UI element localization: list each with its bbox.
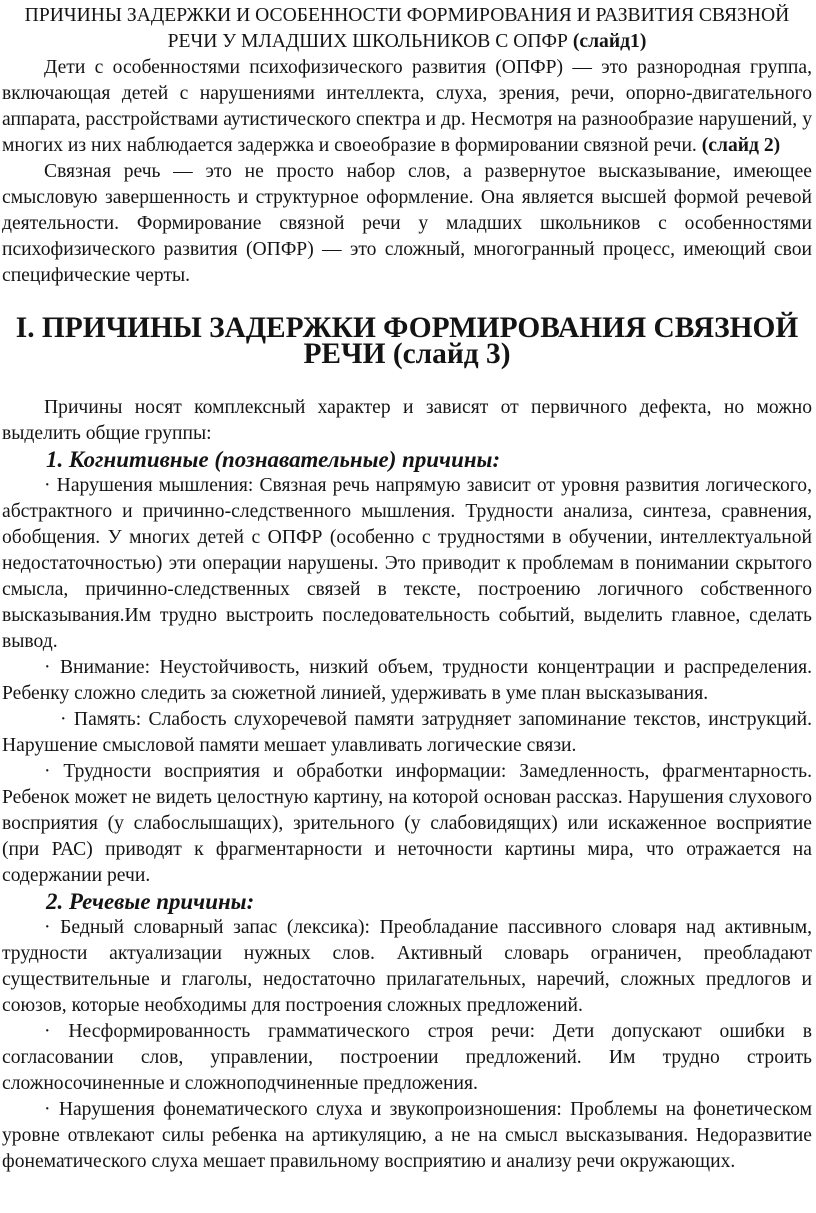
cognitive-item-perception: · Трудности восприятия и обработки информации: Замедленность, фрагментарность. Ребенок может не видеть целостную картину, на которой основан рассказ. Нарушения слухового восприятия (у слабослышащих), зрительного (у слабовидящих) или искаженное восприятие (при РАС) приводят к фрагментарности и неточности картины мира, что отражается на содержании речи. xyxy=(2,761,812,886)
section-intro-paragraph: Причины носят комплексный характер и зависят от первичного дефекта, но можно выделить общие группы: xyxy=(2,397,812,444)
section-slide-ref: (слайд 3) xyxy=(392,338,511,370)
intro-paragraph-1 xyxy=(2,55,812,159)
speech-item-phonemic: · Нарушения фонематического слуха и звукопроизношения: Проблемы на фонетическом уровне отвлекают силы ребенка на артикуляцию, а не на смысл высказывания. Недоразвитие фонематического слуха мешает правильному восприятию и анализу речи окружающих. xyxy=(2,1099,812,1172)
title-text: ПРИЧИНЫ ЗАДЕРЖКИ И ОСОБЕННОСТИ ФОРМИРОВАНИЯ И РАЗВИТИЯ СВЯЗНОЙ РЕЧИ У МЛАДШИХ ШКОЛЬНИКОВ С ОПФР xyxy=(24,5,790,52)
title-slide-ref: (слайд1) xyxy=(572,31,647,52)
cognitive-item-memory: · Память: Слабость слухоречевой памяти затрудняет запоминание текстов, инструкций. Нарушение смысловой памяти мешает улавливать логические связи. xyxy=(2,709,812,756)
intro-paragraph-1-text: Дети с особенностями психофизического развития (ОПФР) — это разнородная группа, включающая детей с нарушениями интеллекта, слуха, зрения, речи, опорно-двигательного аппарата, расстройствами аутистического спектра и др. Несмотря на разнообразие нарушений, у многих из них наблюдается задержка и своеобразие в формировании связной речи. xyxy=(2,57,812,156)
intro-paragraph-2: Связная речь — это не просто набор слов, а развернутое высказывание, имеющее смысловую завершенность и структурное оформление. Она является высшей формой речевой деятельности. Формирование связной речи у младших школьников с особенностями психофизического развития (ОПФР) — это сложный, многогранный процесс, имеющий свои специфические черты. xyxy=(2,161,812,286)
cognitive-causes-heading: 1. Когнитивные (познавательные) причины: xyxy=(46,447,501,472)
speech-item-vocabulary: · Бедный словарный запас (лексика): Преобладание пассивного словаря над активным, трудности актуализации нужных слов. Активный словарь ограничен, преобладают существительные и глаголы, недостаточно прилагательных, наречий, сложных предлогов и союзов, которые необходимы для построения сложных предложений. xyxy=(2,917,812,1016)
speech-causes-heading: 2. Речевые причины: xyxy=(46,889,255,914)
speech-item-grammar: · Несформированность грамматического строя речи: Дети допускают ошибки в согласовании слов, управлении, построении предложений. Им трудно строить сложносочиненные и сложноподчиненные предложения. xyxy=(2,1021,812,1094)
cognitive-item-thinking: · Нарушения мышления: Связная речь напрямую зависит от уровня развития логического, абстрактного и причинно-следственного мышления. Трудности анализа, синтеза, сравнения, обобщения. У многих детей с ОПФР (особенно с трудностями в обучении, интеллектуальной недостаточностью) эти операции нарушены. Это приводит к проблемам в понимании скрытого смысла, причинно-следственных связей в тексте, построению логичного собственного высказывания.Им трудно выстроить последовательность событий, выделить главное, сделать вывод. xyxy=(2,475,812,652)
document-title xyxy=(2,3,812,55)
section-heading xyxy=(2,312,812,370)
cognitive-item-attention: · Внимание: Неустойчивость, низкий объем, трудности концентрации и распределения. Ребенку сложно следить за сюжетной линией, удерживать в уме план высказывания. xyxy=(2,657,812,704)
intro-slide-ref: (слайд 2) xyxy=(701,135,781,156)
section-heading-text: I. ПРИЧИНЫ ЗАДЕРЖКИ ФОРМИРОВАНИЯ СВЯЗНОЙ РЕЧИ xyxy=(15,312,799,370)
